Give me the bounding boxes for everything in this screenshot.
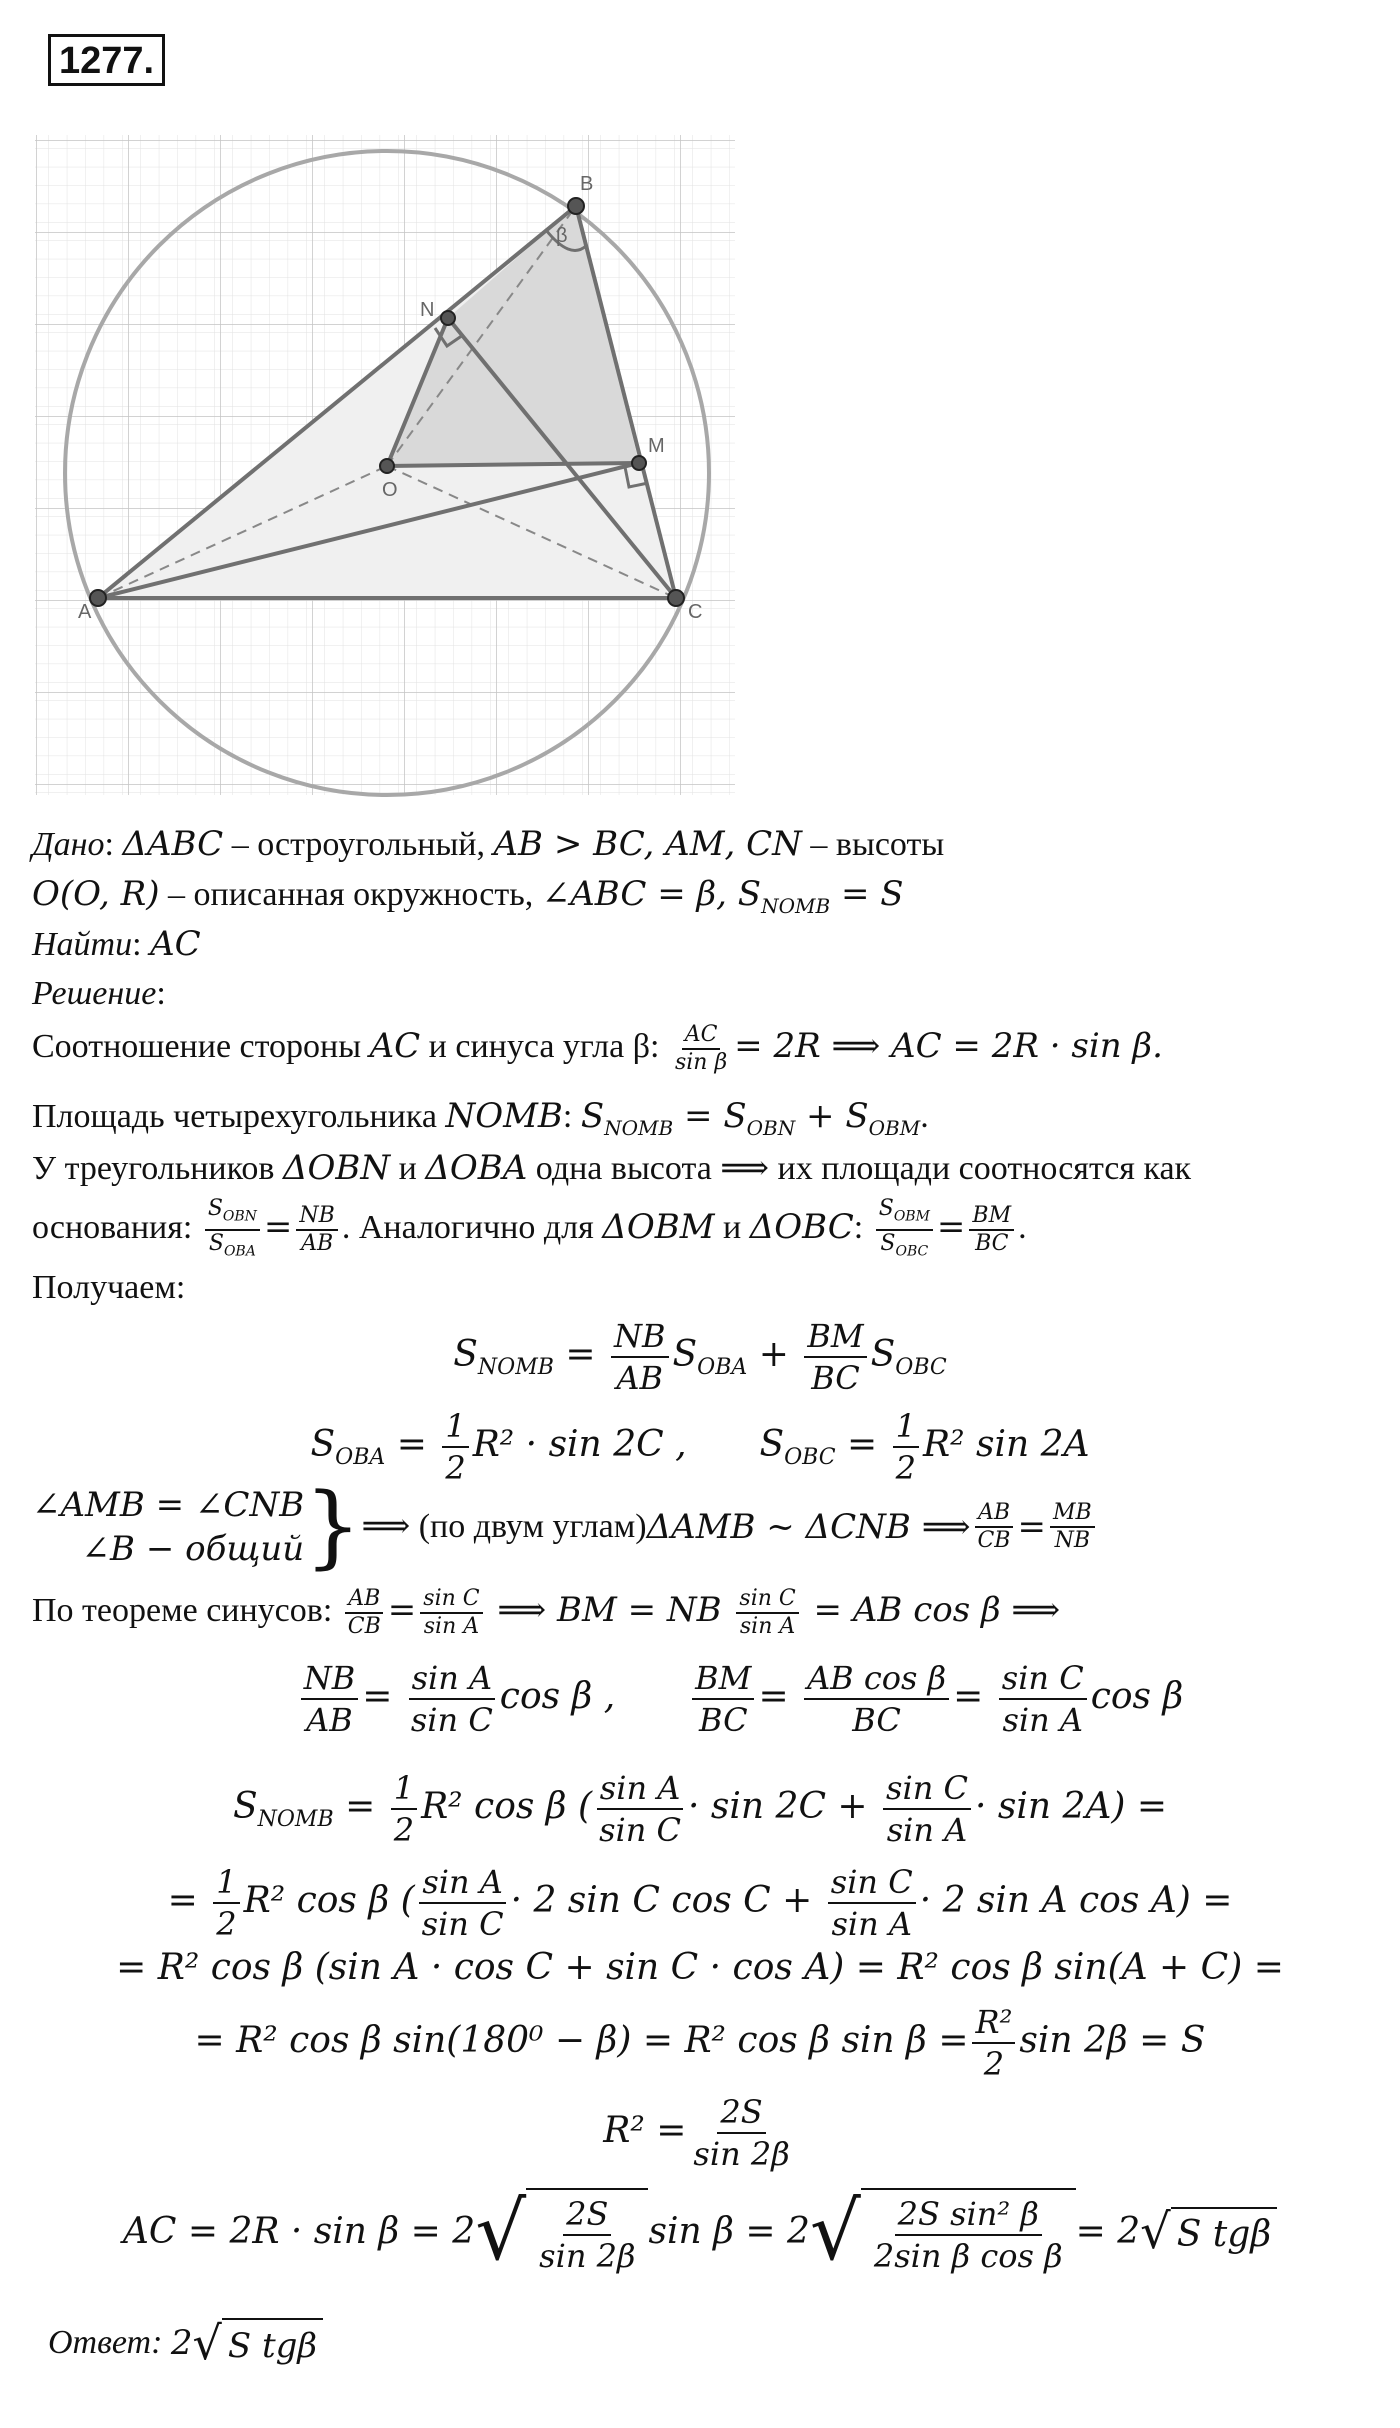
bases-line: основания: $S_{OBN}$ $S_{OBA}$ = $\frac{NB}{AB}$ . Аналогично для ΔOBM и ΔOBC: $S_{OBM}$ $S_{OBC}$ = $\frac{BM}{BC}$ . — [32, 1196, 1027, 1260]
label-beta: β — [556, 225, 568, 247]
similarity-line: ∠AMB = ∠CNB ∠B − общий } ⟹ (по двум углам) ΔAMB ~ ΔCNB ⟹ $\frac{AB}{CB}$ = $\frac{MB}{NB}$ — [32, 1482, 1099, 1572]
label-o: O — [382, 479, 398, 501]
solution-label: Решение: — [32, 975, 166, 1012]
point-n — [441, 311, 455, 325]
point-a — [90, 590, 106, 606]
equation-8: R² = $\frac{2S}{\sin 2\beta}$ — [603, 2093, 790, 2173]
label-b: B — [580, 173, 594, 195]
problem-number: 1277. — [48, 34, 165, 86]
label-n: N — [420, 299, 435, 321]
given-line-1: Дано: ΔABC – остроугольный, AB > BC, AM, CN – высоты — [32, 824, 945, 864]
label-c: C — [688, 601, 703, 623]
height-line: У треугольников ΔOBN и ΔOBA одна высота ⟹ их площади соотносятся как — [32, 1148, 1192, 1188]
equation-2: $S_{OBA}$ = $\frac{1}{2}$ R² · sin 2C , $S_{OBC}$ = $\frac{1}{2}$ R² sin 2A — [310, 1407, 1090, 1487]
equation-5: = $\frac{1}{2}$ R² cos β ( $\frac{\text{sin A}}{\text{sin C}}$ · 2 sin C cos C + $\frac{\text{sin C}}{\text{sin A}}$ · 2 sin A cos A) = — [167, 1863, 1233, 1943]
equation-7: = R² cos β sin(180⁰ − β) = R² cos β sin β = $\frac{\text{R²}}{2}$ sin 2β = S — [194, 2003, 1206, 2083]
given-line-2: O(O, R) – описанная окружность, ∠ABC = β, $S_{NOMB} = S$ — [32, 874, 904, 918]
ratio-line: Соотношение стороны AC и синуса угла β: $\frac{AC}{\text{sin β}}$ = 2R ⟹ AC = 2R · sin β. — [32, 1022, 1163, 1075]
area-line: Площадь четырехугольника NOMB: $S_{NOMB} = S_{OBN} + S_{OBM}$. — [32, 1096, 929, 1140]
point-o — [380, 459, 394, 473]
find-line: Найти: AC — [32, 924, 201, 964]
equation-9: AC = 2R · sin β = 2 √ 2S sin 2β sin β = 2 √ 2S sin² β 2sin β cos β = 2 √ S tgβ — [0, 2188, 1400, 2276]
answer-line: Ответ: 2 √ S tgβ — [48, 2318, 323, 2368]
equation-1: $S_{NOMB}$ = $\frac{NB}{AB}$ $S_{OBA}$ + $\frac{BM}{BC}$ $S_{OBC}$ — [453, 1317, 947, 1397]
equation-6: = R² cos β (sin A · cos C + sin C · cos A) = R² cos β sin(A + C) = — [116, 1947, 1284, 1988]
get-line: Получаем: — [32, 1269, 186, 1306]
point-m — [632, 456, 646, 470]
geometry-figure — [30, 130, 750, 810]
label-a: A — [78, 601, 92, 623]
equation-4: $S_{NOMB}$ = $\frac{1}{2}$ R² cos β ( $\frac{\text{sin A}}{\text{sin C}}$ · sin 2C + $\frac{\text{sin C}}{\text{sin A}}$ · sin 2A) = — [232, 1769, 1168, 1849]
sine-theorem-line: По теореме синусов: $\frac{AB}{CB}$ = $\frac{\text{sin C}}{\text{sin A}}$ ⟹ BM = NB $\frac{\text{sin C}}{\text{sin A}}$ = AB cos β ⟹ — [32, 1586, 1061, 1639]
equation-3: $\frac{NB}{AB}$ = $\frac{\text{sin A}}{\text{sin C}}$ cos β , $\frac{BM}{BC}$ = $\frac{\text{AB cos β}}{BC}$ = $\frac{\text{sin C}}{\text{sin A}}$ cos β — [40, 1658, 1400, 1740]
point-c — [668, 590, 684, 606]
label-m: M — [648, 435, 665, 457]
point-b — [568, 198, 584, 214]
